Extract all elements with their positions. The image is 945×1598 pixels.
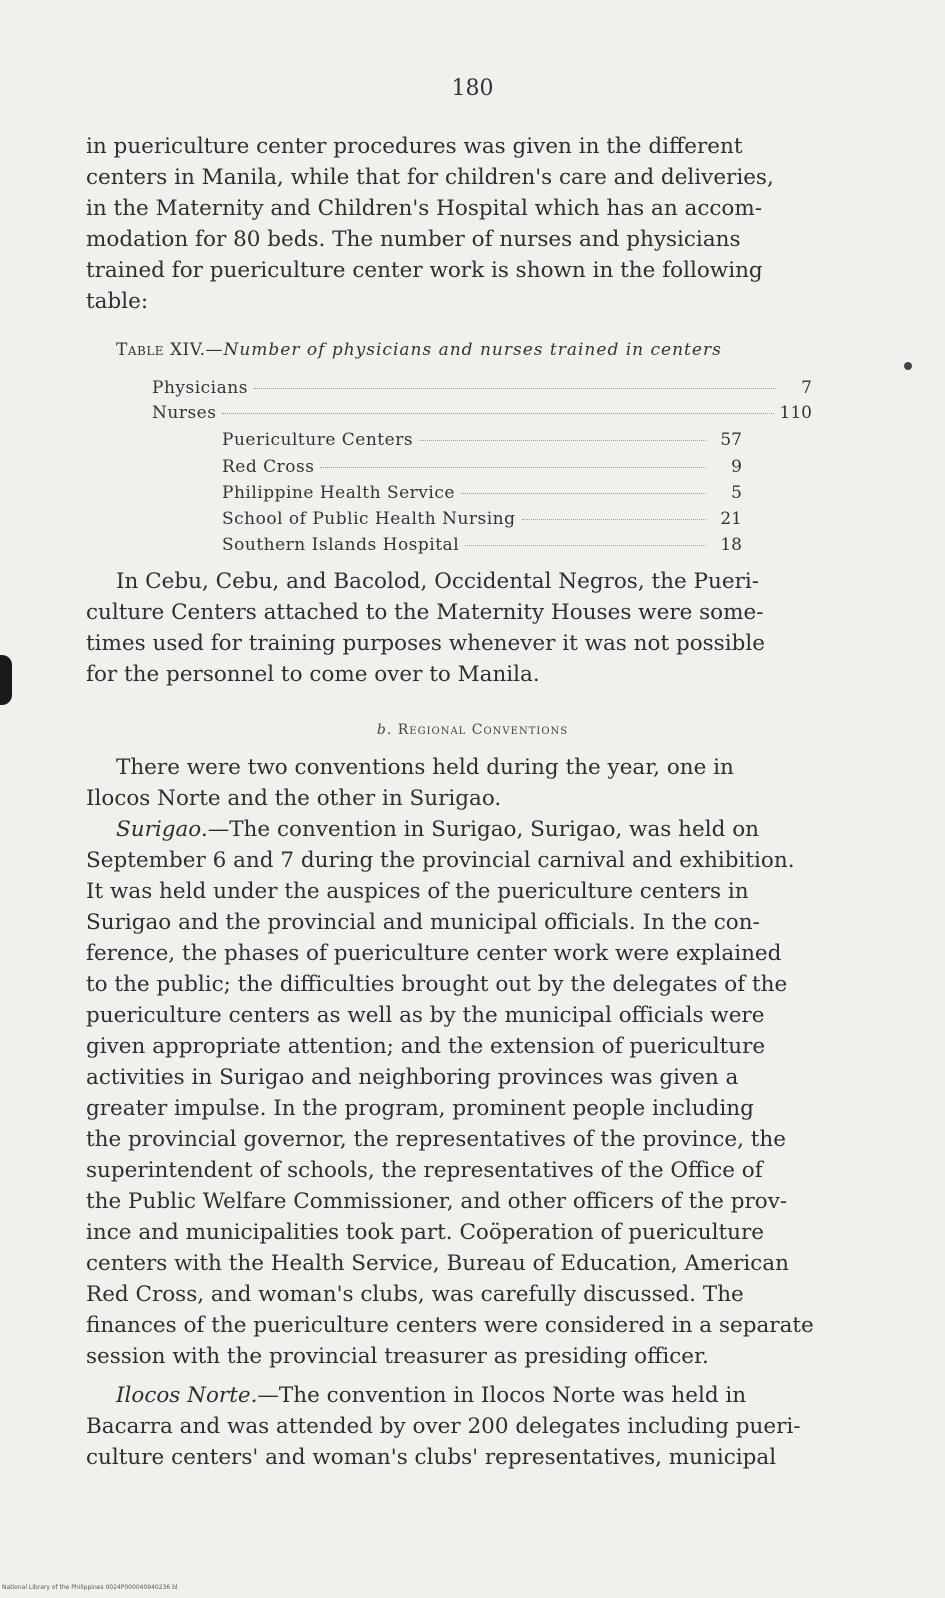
table-subrow [222, 535, 742, 555]
table-subrow-label: Southern Islands Hospital [222, 535, 460, 555]
leader-dots [461, 493, 706, 494]
table-subrow-value: 57 [720, 430, 742, 450]
section-heading [0, 722, 945, 738]
surigao-paragraph [86, 814, 886, 1372]
table-subrow [222, 483, 742, 503]
text-line: Ilocos Norte and the other in Surigao. [86, 786, 502, 811]
text-line: to the public; the difficulties brought out by the delegates of the [86, 972, 788, 997]
text-line: finances of the puericulture centers were considered in a separate [86, 1313, 814, 1338]
text-line: It was held under the auspices of the puericulture centers in [86, 879, 749, 904]
text-line: centers with the Health Service, Bureau of Education, American [86, 1251, 789, 1276]
table-subrow-label: Puericulture Centers [222, 430, 414, 450]
text-line: times used for training purposes whenever it was not possible [86, 631, 765, 656]
text-line: greater impulse. In the program, prominent people including [86, 1096, 754, 1121]
table-subrow-value: 18 [720, 535, 742, 555]
table-subrow [222, 509, 742, 529]
cebu-paragraph [86, 566, 886, 690]
section-heading-letter: b. [376, 722, 393, 738]
text-line: modation for 80 beds. The number of nurses and physicians [86, 227, 741, 252]
leader-dots [465, 545, 706, 546]
text-line: September 6 and 7 during the provincial carnival and exhibition. [86, 848, 795, 873]
table-row-label: Nurses [152, 403, 217, 423]
table-row [152, 403, 812, 423]
scan-edge-mark [0, 655, 12, 705]
table-subrow [222, 430, 742, 450]
text-line: session with the provincial treasurer as presiding officer. [86, 1344, 709, 1369]
intro-paragraph [86, 131, 886, 317]
table-row-value: 110 [779, 403, 812, 423]
table-subrow-value: 9 [731, 457, 742, 477]
text-line: the provincial governor, the representatives of the province, the [86, 1127, 786, 1152]
text-line: There were two conventions held during the year, one in [116, 755, 734, 780]
text-line: given appropriate attention; and the extension of puericulture [86, 1034, 766, 1059]
text-line: the Public Welfare Commissioner, and other officers of the prov- [86, 1189, 788, 1214]
table-row-label: Physicians [152, 378, 248, 398]
scan-speck [904, 362, 912, 370]
table-row-value: 7 [801, 378, 812, 398]
text-line: for the personnel to come over to Manila. [86, 662, 540, 687]
text-line [86, 814, 886, 845]
table-subrow-value: 5 [731, 483, 742, 503]
text-line: puericulture centers as well as by the municipal officials were [86, 1003, 765, 1028]
table-caption-text: —Number of physicians and nurses trained in centers [205, 340, 722, 360]
text-line: Bacarra and was attended by over 200 delegates including pueri- [86, 1414, 801, 1439]
text-line: activities in Surigao and neighboring provinces was given a [86, 1065, 739, 1090]
table-subrow-value: 21 [720, 509, 742, 529]
table-subrow-label: Red Cross [222, 457, 315, 477]
text-line: culture centers' and woman's clubs' representatives, municipal [86, 1445, 777, 1470]
text-line: culture Centers attached to the Maternity Houses were some- [86, 600, 764, 625]
run-in-heading: Ilocos Norte. [116, 1383, 258, 1408]
text-line: in the Maternity and Children's Hospital which has an accom- [86, 196, 763, 221]
leader-dots [419, 440, 706, 441]
text-line: Red Cross, and woman's clubs, was carefully discussed. The [86, 1282, 744, 1307]
text-line: Surigao and the provincial and municipal officials. In the con- [86, 910, 760, 935]
table-row [152, 378, 812, 398]
text-line: trained for puericulture center work is shown in the following [86, 258, 763, 283]
table-caption [116, 340, 876, 360]
text-line: superintendent of schools, the representatives of the Office of [86, 1158, 763, 1183]
table-caption-label: Table XIV. [116, 340, 206, 360]
leader-dots [320, 467, 706, 468]
run-in-heading: Surigao. [116, 817, 208, 842]
leader-dots [222, 413, 773, 414]
text-line: table: [86, 289, 149, 314]
section-heading-title: Regional Conventions [397, 722, 569, 738]
scan-footer: National Library of the Philippines 0024P000040940236 bl [2, 1584, 178, 1591]
table-subrow-label: School of Public Health Nursing [222, 509, 516, 529]
page-number: 180 [451, 76, 494, 101]
text-line: In Cebu, Cebu, and Bacolod, Occidental Negros, the Pueri- [116, 569, 760, 594]
table-subrow-label: Philippine Health Service [222, 483, 455, 503]
table-subrow [222, 457, 742, 477]
text-run: —The convention in Ilocos Norte was held in [257, 1383, 747, 1408]
text-run: —The convention in Surigao, Surigao, was held on [207, 817, 759, 842]
text-line [86, 1380, 886, 1411]
text-line: in puericulture center procedures was given in the different [86, 134, 743, 159]
text-line: centers in Manila, while that for children's care and deliveries, [86, 165, 774, 190]
text-line: ince and municipalities took part. Coöperation of puericulture [86, 1220, 764, 1245]
leader-dots [522, 519, 706, 520]
leader-dots [254, 388, 776, 389]
text-line: ference, the phases of puericulture center work were explained [86, 941, 782, 966]
ilocos-paragraph [86, 1380, 886, 1473]
conventions-paragraph [86, 752, 886, 814]
